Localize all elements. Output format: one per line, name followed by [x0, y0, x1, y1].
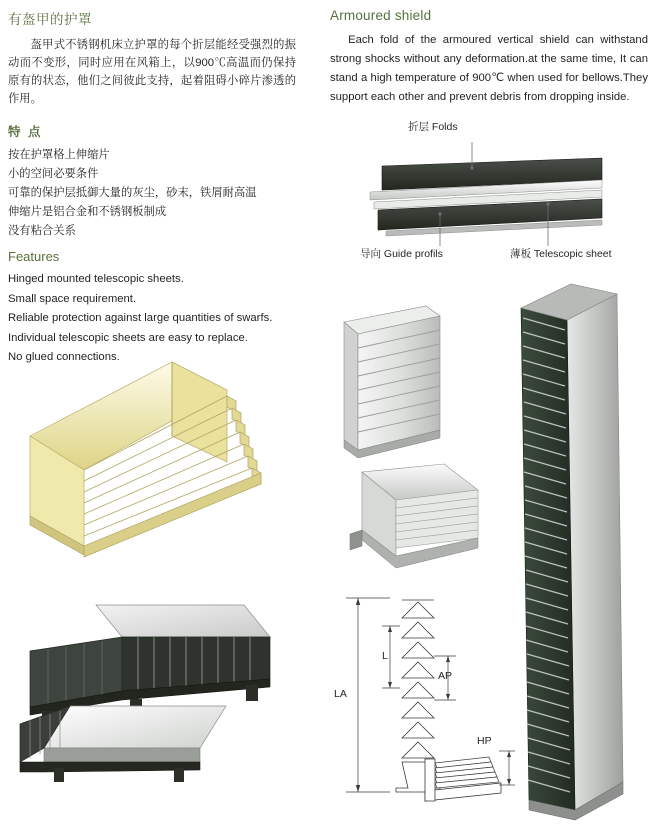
english-body-paragraph: Each fold of the armoured vertical shield can withstand strong shocks without any deformation.at the same time, It can stand a high temperature of 900℃ when used for bellows.They support each other and prevent debris from dropping inside.: [330, 34, 648, 103]
chinese-features-list: [8, 146, 296, 241]
dimension-label-hp: HP: [477, 735, 492, 747]
list-item: 可靠的保护层抵御大量的灰尘，砂末，铁屑耐高温: [8, 187, 257, 199]
list-item: No glued connections.: [8, 351, 120, 363]
figure-folds-cross-section: [352, 118, 642, 288]
right-column: [330, 8, 648, 121]
chinese-body-paragraph: 盔甲式不锈钢机床立护罩的每个折层能经受强烈的振动而不变形，同时应用在风箱上，以900℃高温而仍保持原有的状态，他们之间彼此支持，起着阻碍小碎片渗透的作用。: [8, 39, 296, 105]
english-section-title: Armoured shield: [330, 8, 432, 23]
folds-label-top: 折层 Folds: [408, 121, 458, 133]
chinese-section-title: 有盔甲的护罩: [8, 12, 92, 27]
figure-grey-cover-upper: [330, 300, 465, 470]
list-item: Hinged mounted telescopic sheets.: [8, 273, 184, 285]
list-item: 伸缩片是铝合金和不锈钢板制成: [8, 206, 167, 218]
dimension-label-la: LA: [334, 688, 347, 700]
figure-flat-plate-cover: [14, 690, 274, 800]
folds-label-guide: 导向 Guide profils: [360, 248, 443, 260]
dimension-label-ap: AP: [438, 670, 453, 682]
figure-yellow-telescopic-cover: [22, 350, 290, 575]
left-column: [8, 8, 296, 374]
list-item: Individual telescopic sheets are easy to replace.: [8, 331, 248, 344]
list-item: Small space requirement.: [8, 292, 137, 305]
english-features-heading: Features: [8, 249, 60, 264]
list-item: Reliable protection against large quantities of swarfs.: [8, 312, 273, 324]
list-item: 没有粘合关系: [8, 225, 76, 237]
list-item: 小的空间必要条件: [8, 168, 99, 180]
folds-label-sheet: 薄板 Telescopic sheet: [510, 248, 612, 260]
figure-tall-armoured-shield: [505, 282, 650, 822]
list-item: 按在护罩格上伸缩片: [8, 149, 110, 161]
figure-hp-detail: [415, 735, 520, 823]
figure-grey-cover-lower: [322, 460, 492, 600]
chinese-features-heading: 特 点: [8, 125, 43, 139]
dimension-label-l: L: [382, 650, 388, 662]
